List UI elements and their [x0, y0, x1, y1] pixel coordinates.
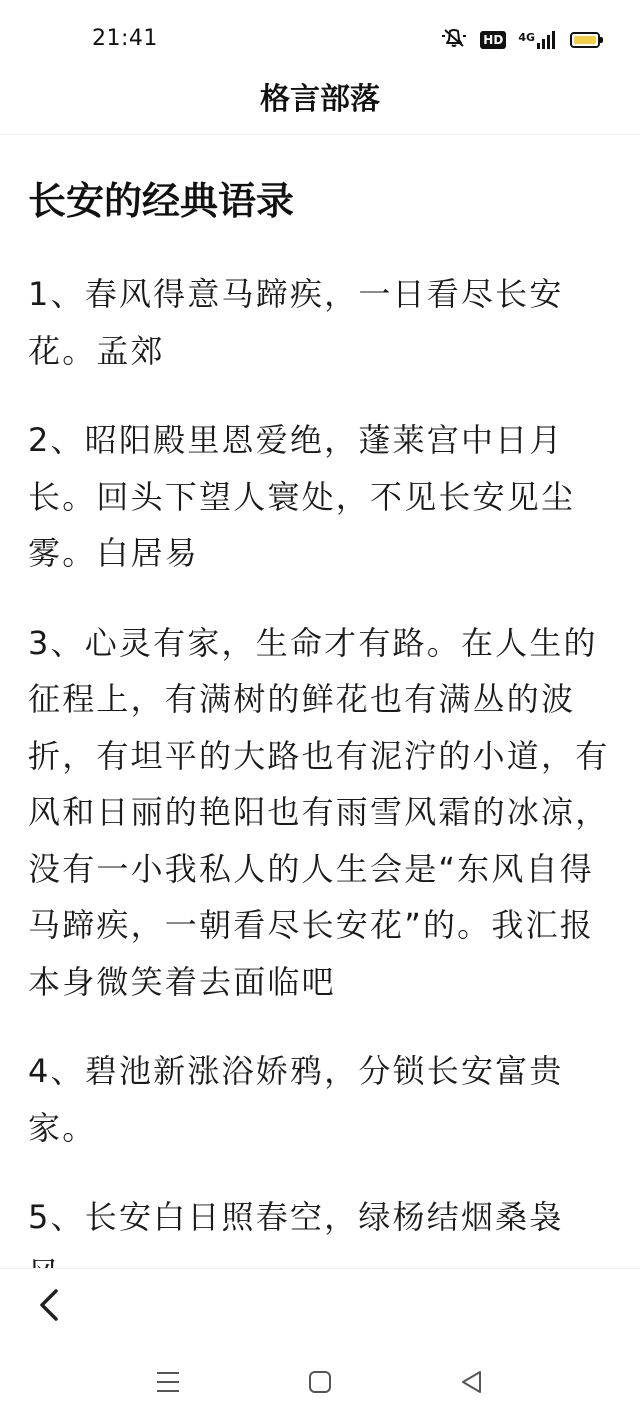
- back-button[interactable]: [30, 1283, 74, 1327]
- app-header: [0, 78, 640, 135]
- network-type-label: 4G: [518, 31, 535, 44]
- status-time: 21:41: [92, 26, 158, 51]
- article-content: [28, 160, 618, 1335]
- menu-icon: [152, 1368, 184, 1398]
- system-nav-bar: [0, 1344, 640, 1422]
- battery-level: [574, 36, 596, 44]
- quote-item: 2、昭阳殿里恩爱绝，蓬莱宫中日月长。回头下望人寰处，不见长安见尘雾。白居易: [28, 421, 576, 572]
- quote-item: 4、碧池新涨浴娇鸦，分锁长安富贵家。: [28, 1052, 564, 1147]
- hd-icon: HD: [480, 31, 506, 49]
- battery-icon: [570, 32, 600, 48]
- home-button[interactable]: [304, 1368, 336, 1398]
- system-back-button[interactable]: [456, 1368, 488, 1398]
- article-title: 长安的经典语录: [28, 179, 295, 223]
- bottom-toolbar: [0, 1268, 640, 1345]
- quote-item: 1、春风得意马蹄疾，一日看尽长安花。孟郊: [28, 275, 564, 370]
- home-icon: [304, 1368, 336, 1398]
- status-bar: [0, 0, 640, 78]
- back-triangle-icon: [456, 1368, 488, 1398]
- status-icons: [440, 28, 600, 52]
- recent-apps-button[interactable]: [152, 1368, 184, 1398]
- signal-icon: [518, 30, 558, 50]
- page-title: 格言部落: [260, 82, 380, 117]
- quote-item: 5、长安白日照春空，绿杨结烟桑袅: [28, 1198, 564, 1236]
- quote-item: 3、心灵有家，生命才有路。在人生的征程上，有满树的鲜花也有满丛的波折，有坦平的大路也有泥泞的小道，有风和日丽的艳阳也有雨雪风霜的冰凉，没有一小我私人的人生会是“东风自得马蹄疾，一朝看尽长安花”的。我汇报本身微笑着去面临吧: [28, 623, 610, 1001]
- chevron-left-icon: [30, 1283, 74, 1327]
- mute-icon: [440, 27, 468, 53]
